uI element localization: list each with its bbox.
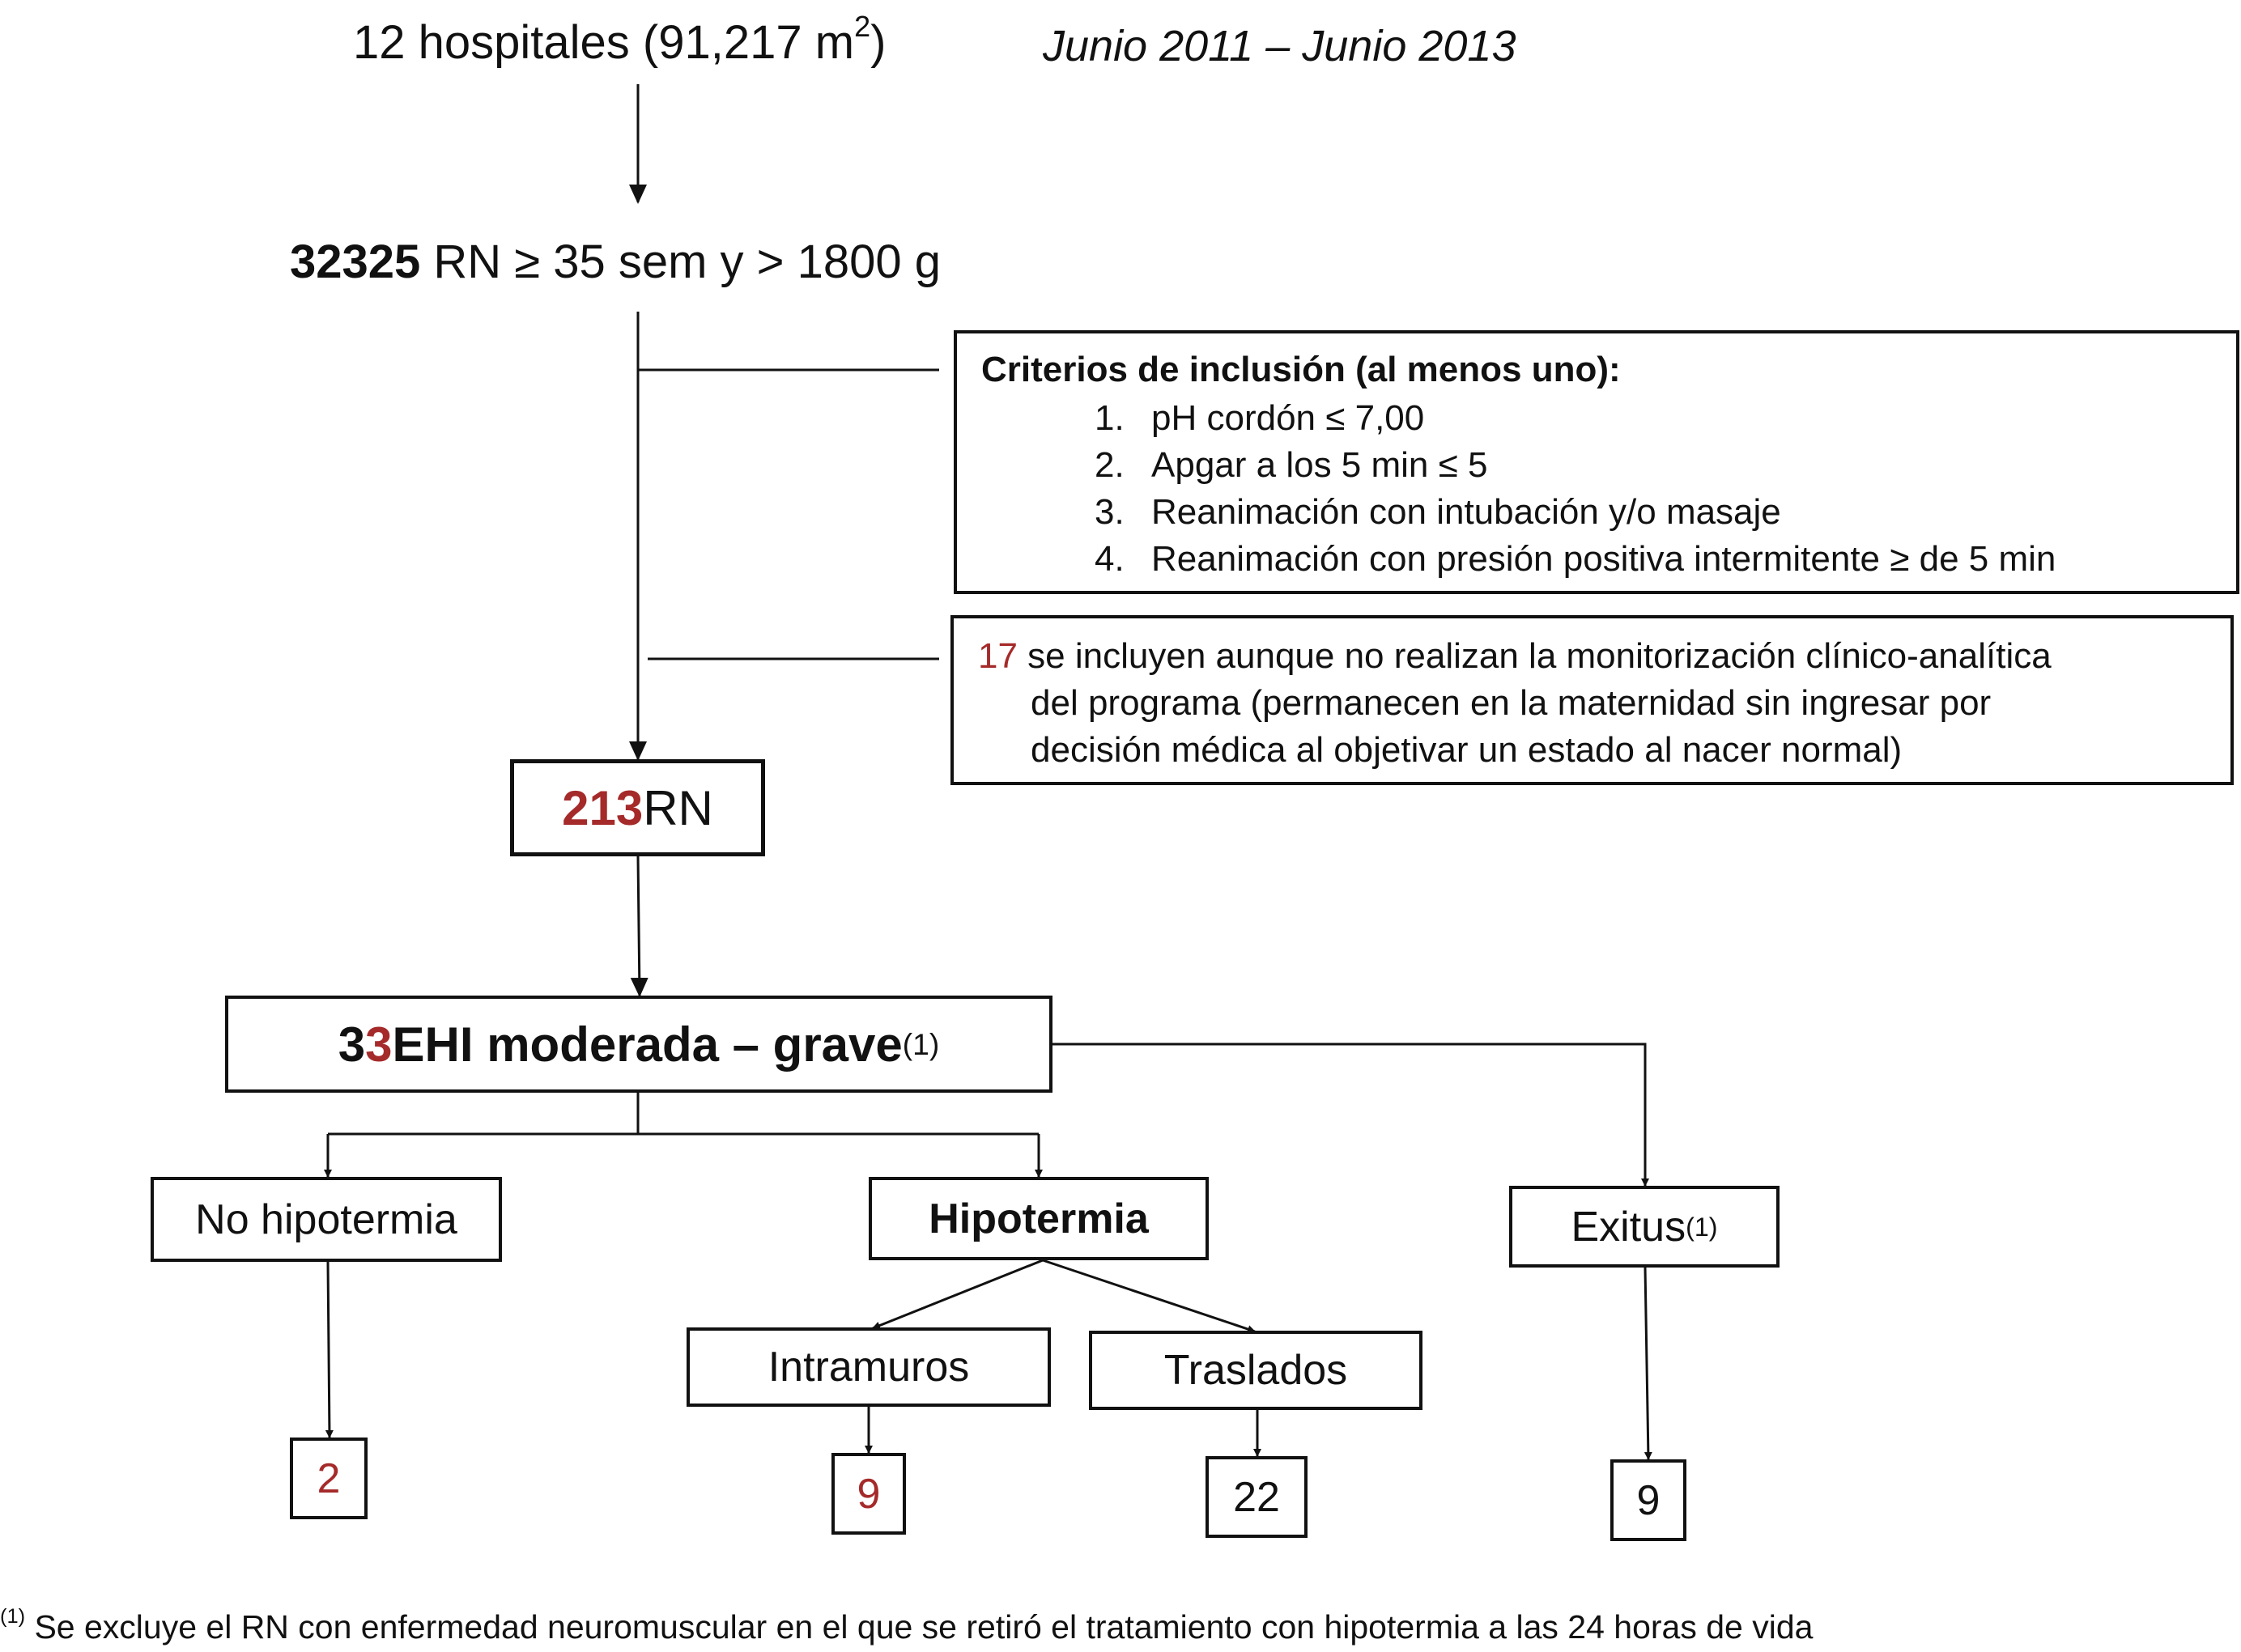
criteria-item: 2. Apgar a los 5 min ≤ 5 <box>1095 445 1488 485</box>
hospitals-label: 12 hospitales (91,217 $m^2$) <box>353 10 887 69</box>
count-no-hipotermia: 2 <box>290 1438 368 1519</box>
arrow-213-to-ehi <box>638 856 640 996</box>
exitus-box: Exitus (1) <box>1509 1186 1780 1268</box>
arrow-to-traslados <box>1043 1260 1255 1331</box>
rn-213-box: 213 RN <box>510 759 765 856</box>
note-17-count: 17 <box>978 636 1018 676</box>
population-label: 32325 RN ≥ 35 sem y > 1800 g <box>290 236 942 288</box>
criteria-item: 3. Reanimación con intubación y/o masaje <box>1095 492 1781 532</box>
intramuros-box: Intramuros <box>687 1327 1051 1407</box>
inclusion-criteria-box <box>954 330 2239 594</box>
arrow-no-hipotermia-count <box>328 1262 330 1438</box>
hipotermia-box: Hipotermia <box>869 1177 1209 1260</box>
count-traslados: 22 <box>1206 1456 1308 1538</box>
note-17-text: 17 se incluyen aunque no realizan la monitorización clínico-analítica del programa (permanecen en la maternidad sin ingresar por decisión médica al objetivar un estado al nacer normal) <box>978 636 2052 770</box>
ehi-box: 3 3 EHI moderada – grave (1) <box>225 996 1052 1093</box>
count-intramuros: 9 <box>831 1453 906 1535</box>
arrow-to-intramuros <box>873 1260 1043 1328</box>
footnote: $^{(1)}$ Se excluye el RN con enfermedad neuromuscular en el que se retiró el tratamiento con hipotermia a las 24 horas de vida <box>0 1604 1814 1646</box>
note-17-box <box>950 615 2234 785</box>
traslados-box: Traslados <box>1089 1331 1422 1410</box>
no-hipotermia-box: No hipotermia <box>151 1177 502 1262</box>
criteria-item: 4. Reanimación con presión positiva intermitente ≥ de 5 min <box>1095 539 2056 579</box>
rn-213-count: 213 <box>562 780 644 835</box>
count-exitus: 9 <box>1610 1459 1686 1541</box>
criteria-list <box>1095 398 2056 586</box>
arrow-exitus-count <box>1645 1268 1648 1459</box>
period-label: Junio 2011 – Junio 2013 <box>1043 22 1516 70</box>
criteria-title: Criterios de inclusión (al menos uno): <box>981 350 1621 389</box>
arrow-to-exitus <box>1052 1044 1645 1186</box>
criteria-item: 1. pH cordón ≤ 7,00 <box>1095 398 1425 438</box>
